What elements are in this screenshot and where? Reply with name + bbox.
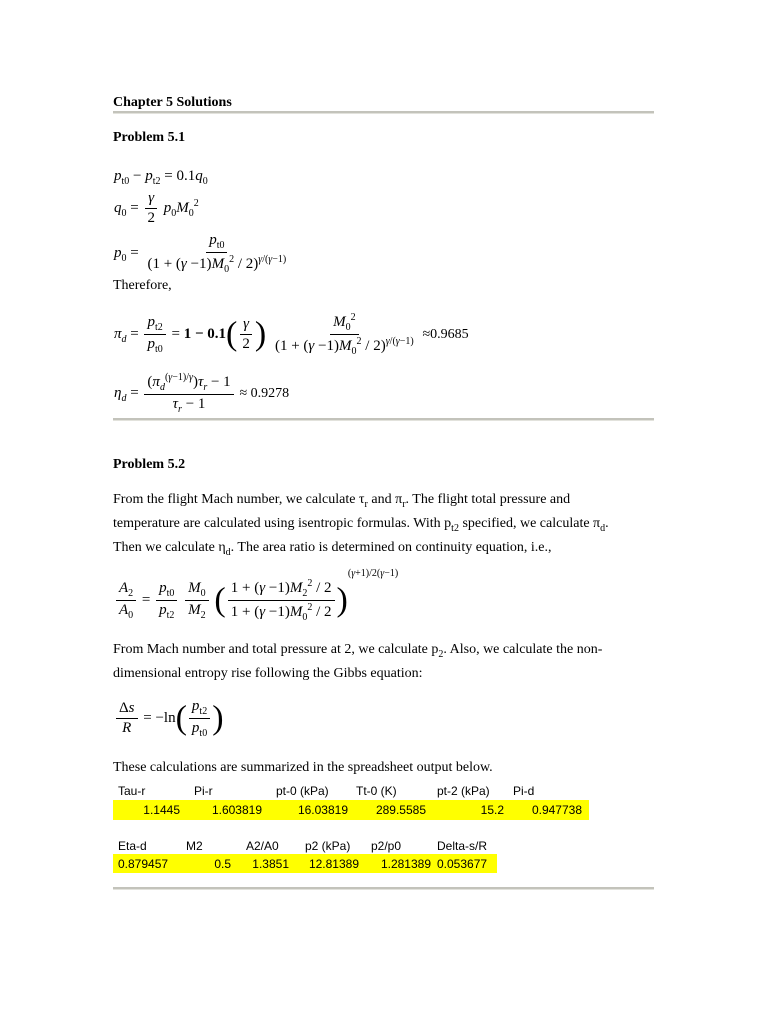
equation-entropy-rise: $\frac{\Delta s}{R}$ = −ln( $\frac{p_{t2}}{p_{t0}}$ ) (114, 698, 224, 739)
table2-value-a2-a0: 1.3851 (252, 857, 289, 871)
eta-d-result: ≈ 0.9278 (239, 385, 290, 401)
table1-highlight-row (113, 800, 589, 820)
table2-value-eta-d: 0.879457 (118, 857, 169, 871)
chapter-title: Chapter 5 Solutions (113, 95, 232, 110)
table1-value-pi-d: 0.947738 (531, 803, 582, 817)
summary-text: These calculations are summarized in the spreadsheet output below. (113, 760, 493, 775)
table2-header-a2-a0: A2/A0 (246, 839, 279, 853)
table1-value-pt2: 15.2 (480, 803, 504, 817)
problem-5-2-divider (113, 887, 654, 890)
table1-header-pt0: pt-0 (kPa) (276, 784, 329, 798)
eq1-coefficient: 0.1 (176, 168, 196, 184)
table1-header-pi-r: Pi-r (194, 784, 213, 798)
table2-value-p2-p0: 1.281389 (380, 857, 431, 871)
equation-dynamic-pressure: $q_0$ = $\frac{\gamma}{2}$ $p_0M_0^2$ (114, 190, 199, 226)
table1-header-pt2: pt-2 (kPa) (437, 784, 490, 798)
problem-5-2-pressure-paragraph: From Mach number and total pressure at 2, we calculate $p_2$. Also, we calculate the non- dimensional entropy rise following the Gibbs equation: (113, 642, 603, 681)
table1-value-tt0: 289.5585 (375, 803, 426, 817)
table2-header-m2: M2 (186, 839, 203, 853)
table1-header-tt0: Tt-0 (K) (356, 784, 397, 798)
table2-header-p2-p0: p2/p0 (371, 839, 402, 853)
equation-pressure-loss: $p_{t0} - p_{t2} = 0.1q_0$ (114, 168, 208, 187)
table2-header-delta-s-r: Delta-s/R (437, 839, 488, 853)
table1-value-pt0: 16.03819 (297, 803, 348, 817)
pi-d-result: ≈0.9685 (422, 326, 469, 342)
problem-5-2-title: Problem 5.2 (113, 457, 186, 472)
table1-value-tau-r: 1.1445 (143, 803, 180, 817)
table1-header-pi-d: Pi-d (513, 784, 535, 798)
therefore-text: Therefore, (113, 278, 172, 293)
table2-value-delta-s-r: 0.053677 (437, 857, 488, 871)
equation-eta-d: $\eta_d$ = $\frac{(\pi_d^{(\gamma-1)/\gamma})\tau_r - 1}{\tau_r - 1}$ ≈ 0.9278 (114, 372, 290, 415)
table1-value-pi-r: 1.603819 (211, 803, 262, 817)
table2-value-m2: 0.5 (214, 857, 231, 871)
chapter-divider (113, 111, 654, 114)
table2-header-eta-d: Eta-d (118, 839, 147, 853)
pi-d-one-minus: 1 − 0.1 (183, 325, 227, 342)
table1-header-tau-r: Tau-r (118, 784, 146, 798)
problem-5-2-intro-paragraph: From the flight Mach number, we calculate $\tau_r$ and $\pi_r$. The flight total pressure and temperature are calculated using isentropic formulas. With $p_{t2}$ specified, we calculate $\pi_d$. Then we calculate $\eta_d$. The area ratio is determined on continuity equation, i.e., (113, 492, 609, 558)
problem-5-1-title: Problem 5.1 (113, 130, 186, 145)
table2-header-p2: p2 (kPa) (305, 839, 351, 853)
table2-value-p2: 12.81389 (308, 857, 359, 871)
equation-static-pressure: $p_0$ = $\frac{p_{t0}}{(1 + (\gamma -1)M_0^2 / 2)^{\gamma/(\gamma-1)}}$ (114, 232, 287, 275)
problem-5-1-divider (113, 418, 654, 421)
equation-area-ratio: $\frac{A_2}{A_0}$ = $\frac{p_{t0}}{p_{t2}}$ $\frac{M_0}{M_2}$ ( $\frac{1 + (\gamma -1)M_2^2 / 2}{1 + (\gamma -1)M_0^2 / 2}$ )$^{(\gamma+1)/2(\gamma-1)}$ (114, 568, 398, 623)
equation-pi-d: $\pi_d$ = $\frac{p_{t2}}{p_{t0}}$ = 1 − 0.1( $\frac{\gamma}{2}$ ) $\frac{M_0^2}{(1 + (\gamma -1)M_0^2 / 2)^{\gamma/(\gamma-1)}}$ ≈0.9685 (114, 312, 469, 357)
